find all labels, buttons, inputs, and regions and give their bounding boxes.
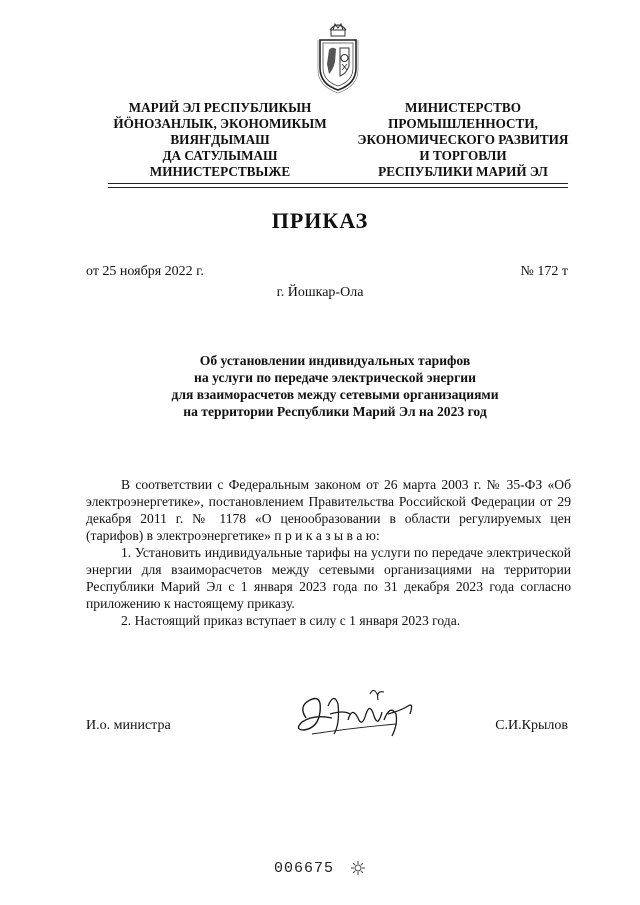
- header-left-line: МАРИЙ ЭЛ РЕСПУБЛИКЫН: [128, 100, 312, 115]
- header-left-line: ВИЯҤДЫМАШ: [170, 132, 270, 147]
- subject-line: на услуги по передаче электрической энергии: [194, 370, 476, 385]
- document-date: от 25 ноября 2022 г.: [86, 264, 204, 279]
- document-subject: [140, 352, 530, 420]
- signatory-role: И.о. министра: [86, 718, 171, 733]
- header-right-line: МИНИСТЕРСТВО: [405, 100, 521, 115]
- subject-line: для взаиморасчетов между сетевыми организациями: [171, 387, 499, 402]
- header-right-line: ЭКОНОМИЧЕСКОГО РАЗВИТИЯ: [357, 132, 569, 147]
- header-right-line: РЕСПУБЛИКИ МАРИЙ ЭЛ: [378, 164, 548, 179]
- order-item-2: 2. Настоящий приказ вступает в силу с 1 января 2023 года.: [121, 613, 461, 628]
- document-number: № 172 т: [520, 264, 568, 279]
- ministry-name-mari: [96, 100, 344, 180]
- header-divider-bottom: [108, 187, 568, 188]
- document-city: г. Йошкар-Ола: [276, 285, 364, 300]
- subject-line: на территории Республики Марий Эл на 2023 год: [183, 404, 487, 419]
- ornament-icon: [350, 860, 366, 876]
- signatory-name: С.И.Крылов: [495, 718, 568, 733]
- document-title: ПРИКАЗ: [271, 208, 369, 233]
- coat-of-arms-icon: [316, 18, 360, 94]
- header-left-line: ДА САТУЛЫМАШ: [162, 148, 278, 163]
- header-right-line: И ТОРГОВЛИ: [419, 148, 507, 163]
- handwritten-signature: [292, 684, 424, 744]
- document-body: [86, 476, 571, 629]
- subject-line: Об установлении индивидуальных тарифов: [199, 353, 471, 368]
- header-left-line: ЙӦНОЗАНЛЫК, ЭКОНОМИКЫМ: [113, 116, 327, 131]
- order-item-1: 1. Установить индивидуальные тарифы на услуги по передаче электрической энергии для взаиморасчетов между сетевыми организациями на территории Республики Марий Эл с 1 января 2023 года по 31 декабря 2023 года согласно приложению к настоящему приказу.: [86, 545, 571, 611]
- header-left-line: МИНИСТЕРСТВЫЖЕ: [149, 164, 291, 179]
- ministry-name-russian: [328, 100, 598, 180]
- preamble-paragraph: В соответствии с Федеральным законом от 26 марта 2003 г. № 35-ФЗ «Об электроэнергетике», постановлением Правительства Российской Федерации от 29 декабря 2011 г. № 1178 «О ценообразовании в области регулируемых цен (тарифов) в электроэнергетике» п р и к а з ы в а ю:: [86, 477, 571, 543]
- header-right-line: ПРОМЫШЛЕННОСТИ,: [388, 116, 538, 131]
- form-serial-number: 006675: [274, 860, 335, 877]
- header-divider-top: [108, 183, 568, 184]
